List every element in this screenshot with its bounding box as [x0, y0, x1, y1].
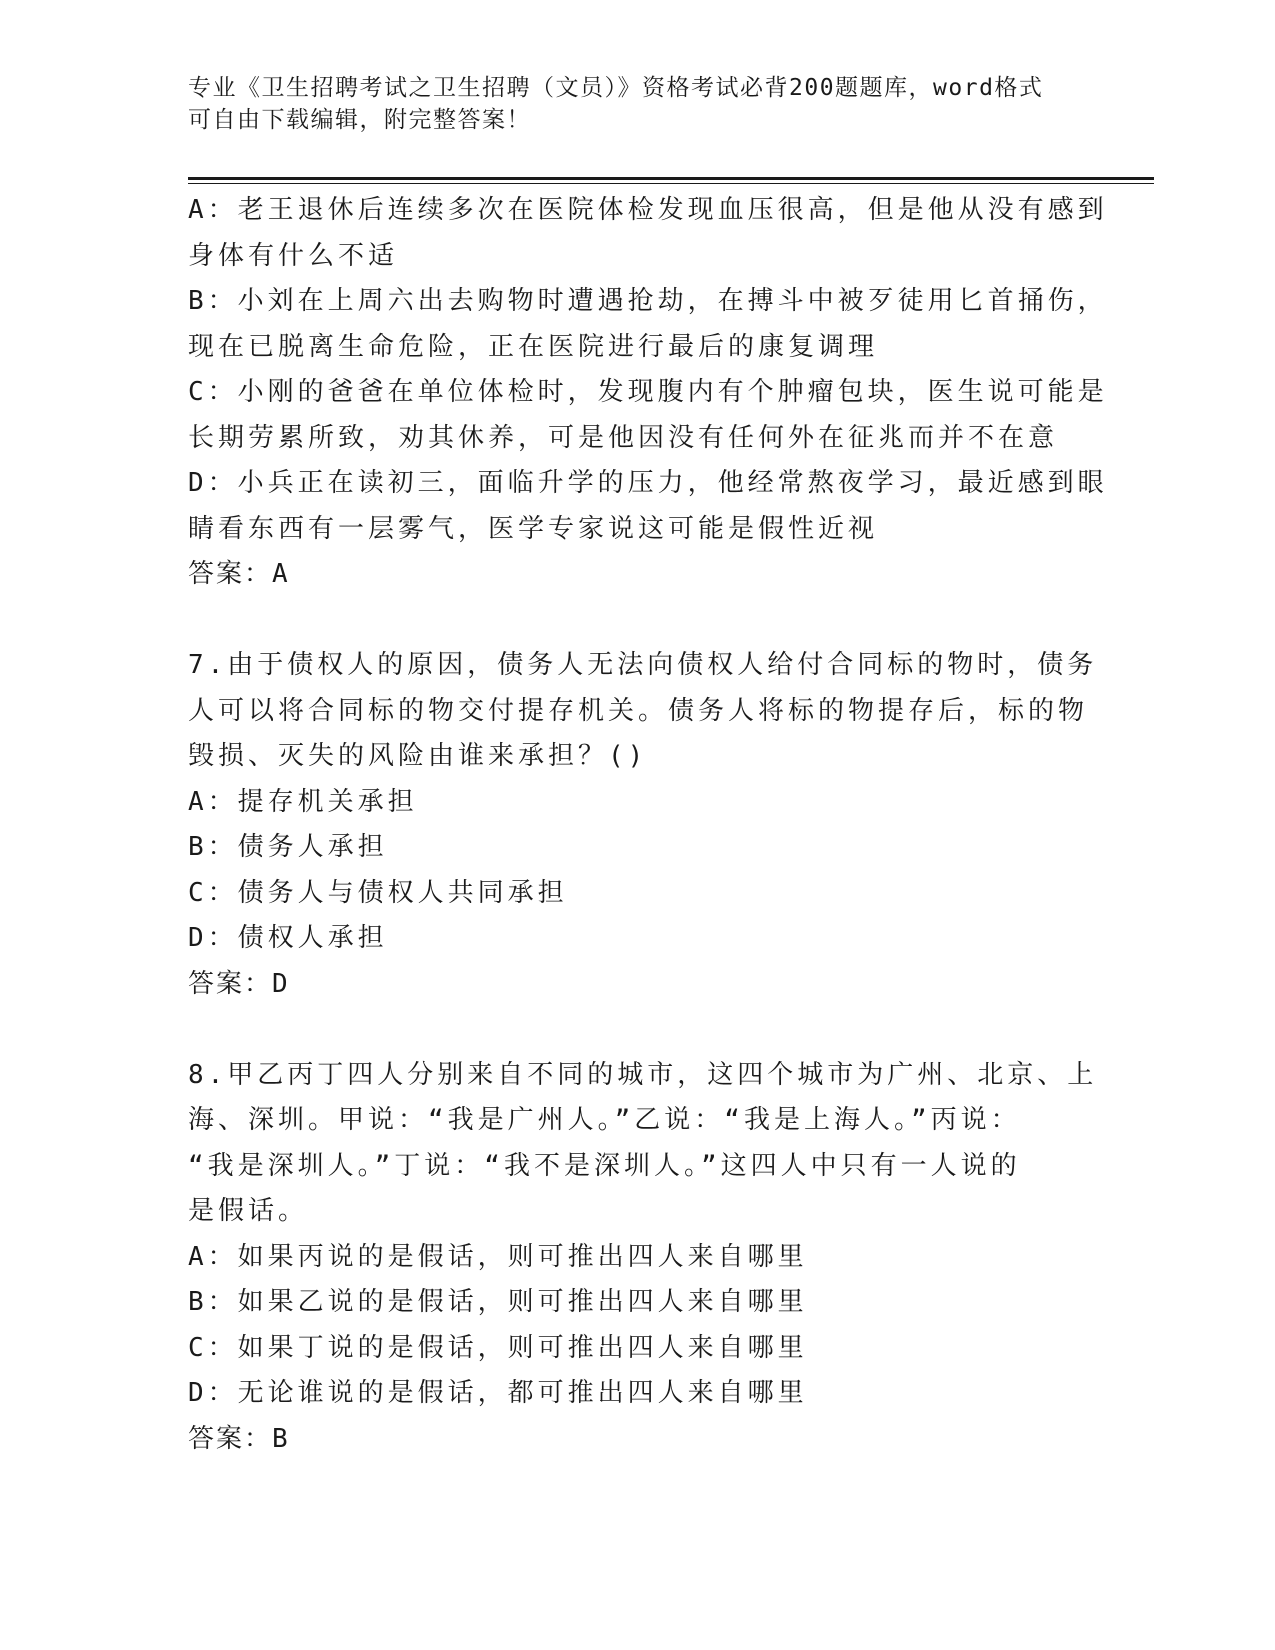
q7-answer	[188, 962, 1083, 1008]
q8-stem-line-2: 海、深圳。甲说：“我是广州人。”乙说：“我是上海人。”丙说：	[188, 1105, 1021, 1135]
q8-option-b: B：如果乙说的是假话，则可推出四人来自哪里	[188, 1287, 808, 1317]
q6-answer-label: 答案：	[188, 559, 273, 589]
q8-stem-line-4: 是假话。	[188, 1196, 309, 1226]
q6-option-d	[188, 461, 1108, 552]
q8-stem-line-3: “我是深圳人。”丁说：“我不是深圳人。”这四人中只有一人说的	[188, 1150, 1021, 1181]
question-spacer	[188, 598, 1083, 644]
q6-answer	[188, 552, 1083, 598]
header-divider-thick	[188, 177, 1154, 180]
document-body	[188, 188, 1108, 1462]
q7-option-b: B：债务人承担	[188, 832, 388, 862]
q7-answer-label: 答案：	[188, 968, 273, 999]
q6-option-c-line-2: 长期劳累所致，劝其休养，可是他因没有任何外在征兆而并不在意	[188, 422, 1059, 453]
q7-stem-line-1: 7.由于债权人的原因，债务人无法向债权人给付合同标的物时，债务	[188, 650, 1098, 680]
q6-option-b-line-1: B：小刘在上周六出去购物时遭遇抢劫，在搏斗中被歹徒用匕首捅伤，	[188, 286, 1108, 316]
q7-stem-line-2: 人可以将合同标的物交付提存机关。债务人将标的物提存后，标的物	[188, 695, 1089, 726]
q6-option-d-line-2: 睛看东西有一层雾气，医学专家说这可能是假性近视	[188, 513, 879, 544]
q7-stem	[188, 643, 1098, 780]
q6-answer-value: A	[272, 559, 292, 589]
q6-option-c-line-1: C：小刚的爸爸在单位体检时，发现腹内有个肿瘤包块，医生说可能是	[188, 377, 1108, 407]
document-header	[188, 72, 1068, 136]
q7-stem-line-3: 毁损、灭失的风险由谁来承担？()	[188, 741, 648, 771]
question-spacer	[188, 1007, 1083, 1053]
q6-option-a	[188, 188, 1108, 279]
q8-option-a: A：如果丙说的是假话，则可推出四人来自哪里	[188, 1241, 808, 1272]
q8-stem	[188, 1053, 1098, 1235]
q7-answer-value: D	[272, 968, 292, 999]
q6-option-b-line-2: 现在已脱离生命危险，正在医院进行最后的康复调理	[188, 331, 879, 362]
question-8	[188, 1053, 1098, 1463]
q6-option-a-line-2: 身体有什么不适	[188, 240, 399, 271]
question-6	[188, 188, 1108, 598]
q8-answer-label: 答案：	[188, 1423, 273, 1454]
header-line-1: 专业《卫生招聘考试之卫生招聘（文员）》资格考试必背200题题库，word格式	[188, 75, 1044, 101]
q6-option-a-line-1: A：老王退休后连续多次在医院体检发现血压很高，但是他从没有感到	[188, 195, 1108, 225]
question-7	[188, 643, 1098, 1007]
q6-option-c	[188, 370, 1108, 461]
q7-option-c: C：债务人与债权人共同承担	[188, 877, 568, 908]
q7-option-a: A：提存机关承担	[188, 786, 418, 817]
q8-stem-line-1: 8.甲乙丙丁四人分别来自不同的城市，这四个城市为广州、北京、上	[188, 1059, 1098, 1090]
header-divider-thin	[188, 183, 1154, 184]
q6-option-b	[188, 279, 1108, 370]
q8-option-d: D：无论谁说的是假话，都可推出四人来自哪里	[188, 1378, 808, 1408]
q8-answer-value: B	[272, 1423, 292, 1454]
q8-option-c: C：如果丁说的是假话，则可推出四人来自哪里	[188, 1332, 808, 1363]
q7-option-d: D：债权人承担	[188, 923, 388, 953]
q8-answer	[188, 1417, 1083, 1463]
q6-option-d-line-1: D：小兵正在读初三，面临升学的压力，他经常熬夜学习，最近感到眼	[188, 468, 1108, 498]
header-line-2: 可自由下载编辑，附完整答案！	[188, 107, 531, 133]
